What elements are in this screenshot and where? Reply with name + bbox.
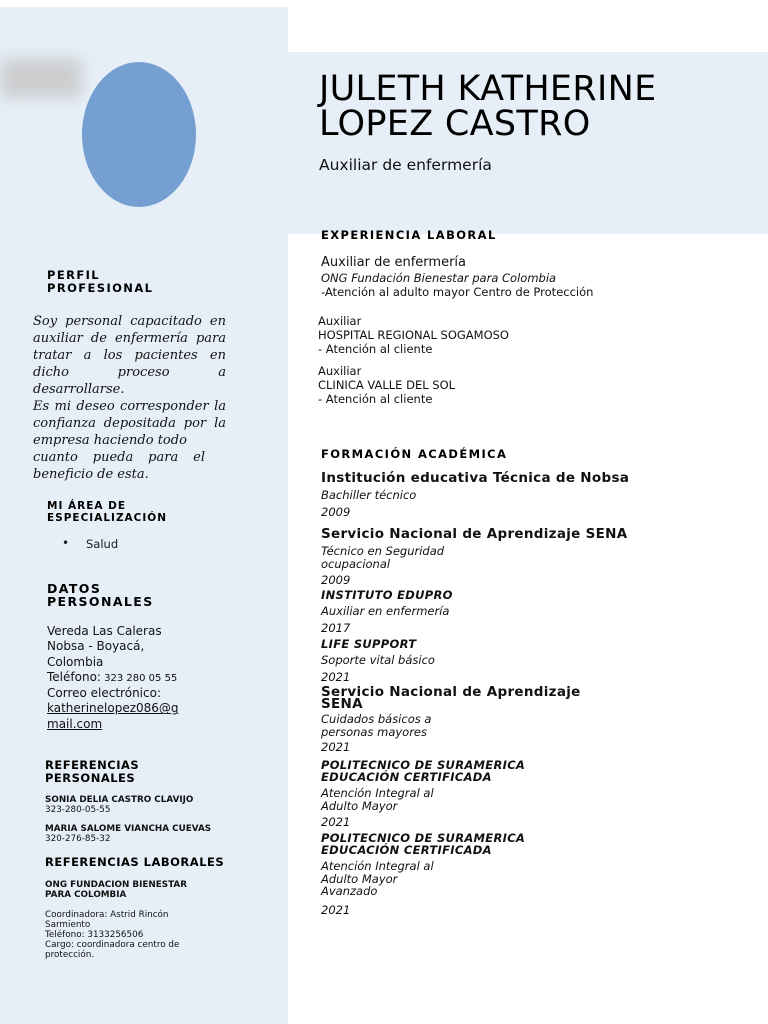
specialization-heading-line-1: MI ÁREA DE xyxy=(47,500,127,512)
education-institution: SENA xyxy=(321,696,363,712)
email-link-line-1[interactable]: katherinelopez086@g xyxy=(47,701,179,716)
personal-references-heading xyxy=(45,759,139,785)
profile-line: tratar a los pacientes en xyxy=(33,348,226,363)
education-year: 2021 xyxy=(321,669,351,684)
profile-line: confianza depositada por la xyxy=(33,416,226,431)
education-item-1 xyxy=(321,471,741,519)
personal-refs-heading-line-2: PERSONALES xyxy=(45,771,136,785)
education-year: 2009 xyxy=(321,504,351,519)
education-item-6 xyxy=(321,759,741,829)
work-reference-details xyxy=(45,910,179,960)
education-program: Adulto Mayor xyxy=(321,798,398,813)
education-institution: POLITECNICO DE SURAMERICA xyxy=(321,758,526,772)
detail-line: Cargo: coordinadora centro de xyxy=(45,940,180,950)
experience-role: Auxiliar de enfermería xyxy=(321,255,466,270)
experience-item-2 xyxy=(318,314,509,356)
email-link-line-2[interactable]: mail.com xyxy=(47,716,103,731)
work-references-heading: REFERENCIAS LABORALES xyxy=(45,855,225,869)
reference-phone: 323-280-05-55 xyxy=(45,805,111,815)
phone-label: Teléfono: xyxy=(47,669,101,684)
personal-refs-heading-line-1: REFERENCIAS xyxy=(45,758,140,772)
education-year: 2021 xyxy=(321,815,351,829)
detail-line: protección. xyxy=(45,950,95,960)
experience-org: CLINICA VALLE DEL SOL xyxy=(318,378,456,392)
org-line: ONG FUNDACION BIENESTAR xyxy=(45,880,187,890)
list-item: • Salud xyxy=(62,537,118,551)
name-line-2: LOPEZ CASTRO xyxy=(319,104,591,144)
education-program: Avanzado xyxy=(321,884,378,898)
education-institution: INSTITUTO EDUPRO xyxy=(321,588,453,602)
experience-detail: - Atención al cliente xyxy=(318,392,433,406)
job-title: Auxiliar de enfermería xyxy=(319,156,492,174)
education-year: 2017 xyxy=(321,620,351,635)
profile-line: beneficio de esta. xyxy=(33,467,149,482)
experience-org: HOSPITAL REGIONAL SOGAMOSO xyxy=(318,328,509,342)
specialization-heading-line-2: ESPECIALIZACIÓN xyxy=(47,511,168,524)
personal-reference-1 xyxy=(45,795,193,815)
specialization-heading xyxy=(47,501,167,524)
experience-item-3 xyxy=(318,364,455,406)
reference-name: MARIA SALOME VIANCHA CUEVAS xyxy=(45,824,212,834)
education-item-3 xyxy=(321,589,741,635)
email-label-text: Correo electrónico: xyxy=(47,686,161,701)
education-item-7 xyxy=(321,832,741,917)
detail-line: Teléfono: 3133256506 xyxy=(45,930,144,940)
education-program: Bachiller técnico xyxy=(321,488,417,502)
personal-data-heading xyxy=(47,582,154,608)
profile-heading-line-1: PERFIL xyxy=(47,268,101,282)
experience-detail: -Atención al adulto mayor Centro de Protección xyxy=(321,285,594,299)
profile-heading-line-2: PROFESIONAL xyxy=(47,281,154,295)
education-year: 2021 xyxy=(321,902,351,917)
address-line: Nobsa - Boyacá, xyxy=(47,639,145,654)
reference-name: SONIA DELIA CASTRO CLAVIJO xyxy=(45,795,194,805)
education-institution: LIFE SUPPORT xyxy=(321,637,417,651)
education-year: 2021 xyxy=(321,740,351,754)
education-institution: Servicio Nacional de Aprendizaje SENA xyxy=(321,526,628,542)
education-institution: EDUCACIÓN CERTIFICADA xyxy=(321,843,492,857)
experience-org: ONG Fundación Bienestar para Colombia xyxy=(321,271,557,285)
reference-phone: 320-276-85-32 xyxy=(45,834,111,844)
org-line: PARA COLOMBIA xyxy=(45,890,127,900)
name-line-1: JULETH KATHERINE xyxy=(319,69,657,109)
profile-line: auxiliar de enfermería para xyxy=(33,331,226,346)
profile-heading xyxy=(47,269,153,295)
education-item-2 xyxy=(321,527,741,587)
full-name xyxy=(319,69,759,144)
experience-heading: EXPERIENCIA LABORAL xyxy=(321,228,497,242)
profile-text xyxy=(33,313,226,483)
education-institution: Institución educativa Técnica de Nobsa xyxy=(321,470,630,486)
profile-line: dicho proceso a desarrollarse. xyxy=(33,365,226,397)
education-institution: Servicio Nacional de Aprendizaje xyxy=(321,684,581,700)
detail-line: Coordinadora: Astrid Rincón xyxy=(45,910,169,920)
specialization-list xyxy=(62,537,118,551)
personal-heading-line-1: DATOS xyxy=(47,581,102,596)
personal-heading-line-2: PERSONALES xyxy=(47,594,154,609)
experience-item-1 xyxy=(321,255,593,299)
education-program: Adulto Mayor xyxy=(321,871,398,886)
detail-line: Sarmiento xyxy=(45,920,91,930)
address-line: Colombia xyxy=(47,654,104,669)
education-program: Soporte vital básico xyxy=(321,653,435,667)
education-year: 2009 xyxy=(321,573,351,587)
blurred-logo xyxy=(0,58,82,98)
phone-row xyxy=(47,670,247,686)
education-institution: EDUCACIÓN CERTIFICADA xyxy=(321,770,492,784)
profile-photo-placeholder xyxy=(82,62,196,207)
personal-data xyxy=(47,624,247,732)
education-program: Auxiliar en enfermería xyxy=(321,604,450,618)
profile-line: Soy personal capacitado en xyxy=(33,314,226,329)
experience-role: Auxiliar xyxy=(318,314,362,328)
profile-line: Es mi deseo corresponder la xyxy=(33,399,226,414)
education-program: Atención Integral al xyxy=(321,859,434,873)
education-program: Atención Integral al xyxy=(321,786,434,800)
personal-reference-2 xyxy=(45,824,211,844)
education-heading: FORMACIÓN ACADÉMICA xyxy=(321,447,508,461)
education-program: personas mayores xyxy=(321,724,427,739)
work-reference-org xyxy=(45,880,187,900)
education-program: Técnico en Seguridad xyxy=(321,544,445,558)
education-institution: POLITECNICO DE SURAMERICA xyxy=(321,831,526,845)
profile-line: cuanto pueda para el xyxy=(33,450,205,465)
education-item-4 xyxy=(321,638,741,684)
email-label xyxy=(47,686,247,701)
education-program: ocupacional xyxy=(321,556,391,571)
education-program: Cuidados básicos a xyxy=(321,712,432,726)
address-line: Vereda Las Caleras xyxy=(47,624,162,638)
education-item-5 xyxy=(321,686,741,754)
phone-value: 323 280 05 55 xyxy=(100,672,178,684)
profile-line: empresa haciendo todo xyxy=(33,433,187,448)
experience-role: Auxiliar xyxy=(318,364,362,378)
experience-detail: - Atención al cliente xyxy=(318,342,433,356)
